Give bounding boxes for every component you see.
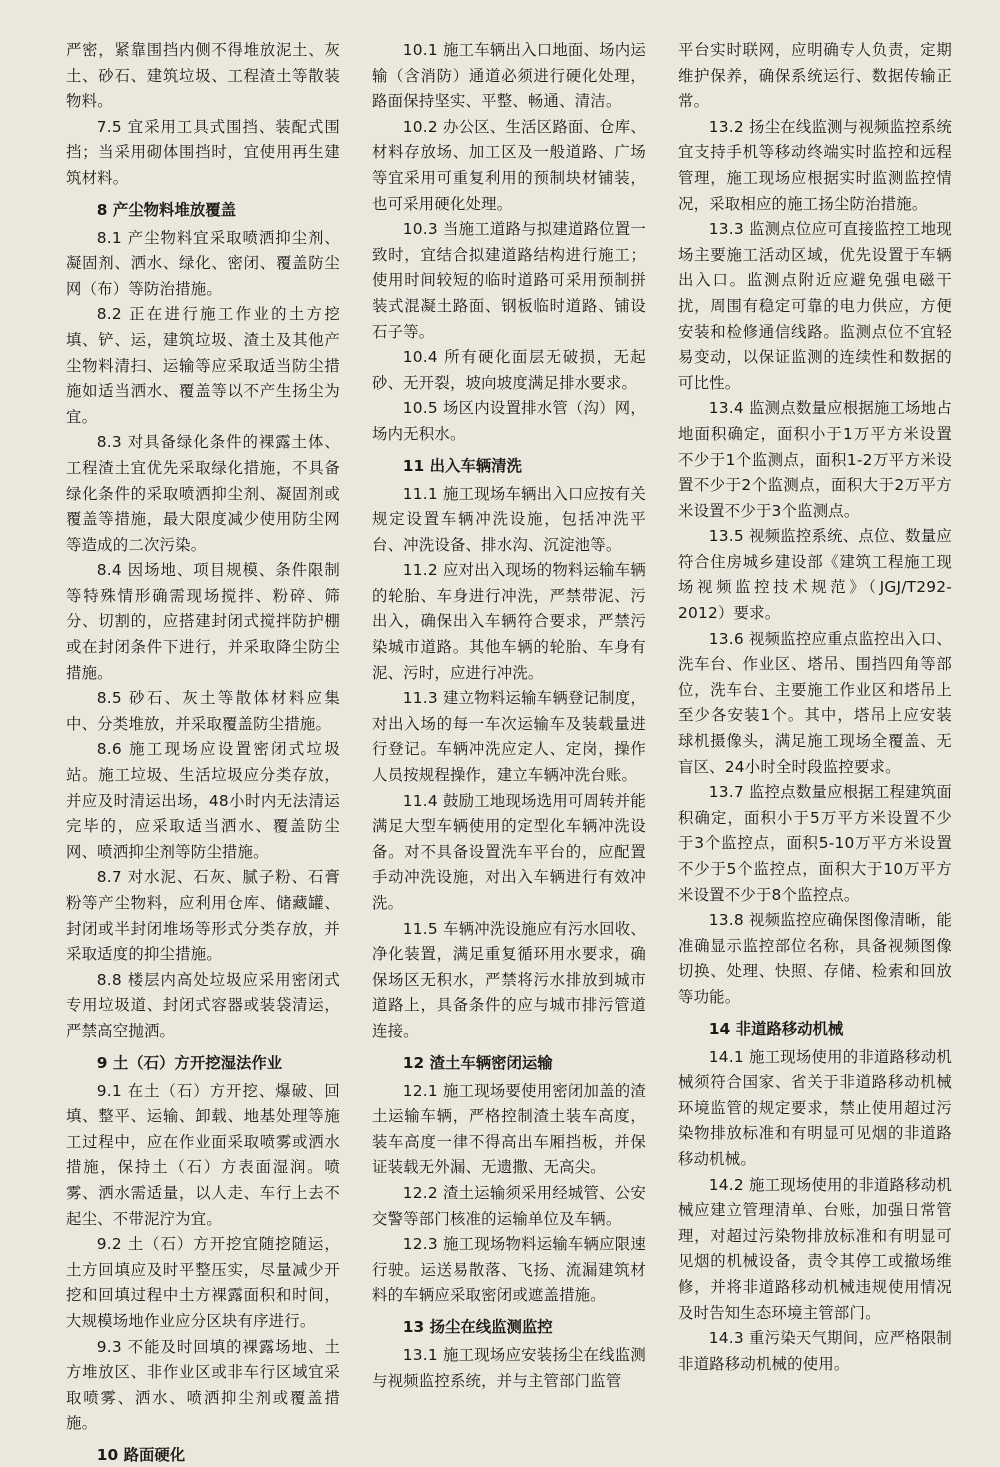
paragraph: 7.5 宜采用工具式围挡、装配式围挡；当采用砌体围挡时，宜使用再生建筑材料。 xyxy=(66,117,340,187)
paragraph: 10.5 场区内设置排水管（沟）网，场内无积水。 xyxy=(372,399,646,443)
section-heading: 12 渣土车辆密闭运输 xyxy=(402,1053,553,1072)
paragraph: 14.1 施工现场使用的非道路移动机械须符合国家、省关于非道路移动机械环境监管的规定要求，禁止使用超过污染物排放标准和有明显可见烟的非道路移动机械。 xyxy=(678,1047,952,1168)
paragraph: 8.4 因场地、项目规模、条件限制等特殊情形确需现场搅拌、粉碎、筛分、切割的，应搭建封闭式搅拌防护棚或在封闭条件下进行，并采取降尘防尘措施。 xyxy=(66,561,340,682)
paragraph: 11.2 应对出入现场的物料运输车辆的轮胎、车身进行冲洗，严禁带泥、污出入，确保出入车辆符合要求，严禁污染城市道路。其他车辆的轮胎、车身有泥、污时，应进行冲洗。 xyxy=(372,561,646,682)
paragraph: 14.3 重污染天气期间，应严格限制非道路移动机械的使用。 xyxy=(678,1329,952,1373)
paragraph: 12.1 施工现场要使用密闭加盖的渣土运输车辆，严格控制渣土装车高度，装车高度一律不得高出车厢挡板，并保证装载无外漏、无遗撒、无高尖。 xyxy=(372,1081,646,1177)
paragraph: 8.1 产尘物料宜采取喷洒抑尘剂、凝固剂、洒水、绿化、密闭、覆盖防尘网（布）等防治措施。 xyxy=(66,228,340,298)
paragraph: 10.1 施工车辆出入口地面、场内运输（含消防）通道必须进行硬化处理，路面保持坚实、平整、畅通、清洁。 xyxy=(372,41,646,111)
paragraph: 13.5 视频监控系统、点位、数量应符合住房城乡建设部《建筑工程施工现场视频监控技术规范》（JGJ/T292-2012）要求。 xyxy=(678,527,952,623)
paragraph: 10.3 当施工道路与拟建道路位置一致时，宜结合拟建道路结构进行施工；使用时间较短的临时道路可采用预制拼装式混凝土路面、钢板临时道路、铺设石子等。 xyxy=(372,220,646,341)
text-column-right xyxy=(678,38,952,1373)
paragraph: 14.2 施工现场使用的非道路移动机械应建立管理清单、台账，加强日常管理，对超过污染物排放标准和有明显可见烟的机械设备，责令其停工或撤场维修，并将非道路移动机械违规使用情况及时告知生态环境主管部门。 xyxy=(678,1175,952,1322)
paragraph: 11.4 鼓励工地现场选用可周转并能满足大型车辆使用的定型化车辆冲洗设备。对不具备设置洗车平台的，应配置手动冲洗设施，对出入车辆进行有效冲洗。 xyxy=(372,791,646,912)
paragraph: 8.8 楼层内高处垃圾应采用密闭式专用垃圾道、封闭式容器或装袋清运，严禁高空抛洒。 xyxy=(66,970,340,1040)
paragraph: 9.2 土（石）方开挖宜随挖随运，土方回填应及时平整压实，尽量减少开挖和回填过程中土方裸露面积和时间，大规模场地作业应分区块有序进行。 xyxy=(66,1235,340,1330)
paragraph: 13.6 视频监控应重点监控出入口、洗车台、作业区、塔吊、围挡四角等部位，洗车台、主要施工作业区和塔吊上至少各安装1个。其中，塔吊上应安装球机摄像头，满足施工现场全覆盖、无盲区、24小时全时段监控要求。 xyxy=(678,629,952,776)
paragraph: 13.3 监测点位应可直接监控工地现场主要施工活动区域，优先设置于车辆出入口。监测点附近应避免强电磁干扰，周围有稳定可靠的电力供应，方便安装和检修通信线路。监测点位不宜轻易变动，以保证监测的连续性和数据的可比性。 xyxy=(678,220,952,392)
paragraph: 12.3 施工现场物料运输车辆应限速行驶。运送易散落、飞扬、流漏建筑材料的车辆应采取密闭或遮盖措施。 xyxy=(372,1235,646,1305)
section-heading: 14 非道路移动机械 xyxy=(708,1019,844,1038)
text-column-middle xyxy=(372,38,646,1390)
paragraph: 8.2 正在进行施工作业的土方挖填、铲、运，建筑垃圾、渣土及其他产尘物料清扫、运输等应采取适当防尘措施如适当洒水、覆盖等以不产生扬尘为宜。 xyxy=(66,305,340,426)
paragraph: 8.6 施工现场应设置密闭式垃圾站。施工垃圾、生活垃圾应分类存放，并应及时清运出场，48小时内无法清运完毕的，应采取适当洒水、覆盖防尘网、喷洒抑尘剂等防尘措施。 xyxy=(66,740,340,861)
paragraph: 9.1 在土（石）方开挖、爆破、回填、整平、运输、卸载、地基处理等施工过程中，应在作业面采取喷雾或洒水措施，保持土（石）方表面湿润。喷雾、洒水需适量，以人走、车行上去不起尘、不带泥泞为宜。 xyxy=(66,1081,340,1228)
paragraph: 13.8 视频监控应确保图像清晰，能准确显示监控部位名称，具备视频图像切换、处理、快照、存储、检索和回放等功能。 xyxy=(678,911,952,1006)
paragraph: 13.1 施工现场应安装扬尘在线监测与视频监控系统，并与主管部门监管 xyxy=(372,1345,646,1390)
paragraph: 8.3 对具备绿化条件的裸露土体、工程渣土宜优先采取绿化措施，不具备绿化条件的采取喷洒抑尘剂、凝固剂或覆盖等措施，最大限度减少使用防尘网等造成的二次污染。 xyxy=(66,433,340,554)
paragraph: 11.1 施工现场车辆出入口应按有关规定设置车辆冲洗设施，包括冲洗平台、冲洗设备、排水沟、沉淀池等。 xyxy=(372,484,646,554)
paragraph: 13.2 扬尘在线监测与视频监控系统宜支持手机等移动终端实时监控和远程管理，施工现场应根据实时监测监控情况，采取相应的施工扬尘防治措施。 xyxy=(678,117,952,213)
paragraph: 11.5 车辆冲洗设施应有污水回收、净化装置，满足重复循环用水要求，确保场区无积水，严禁将污水排放到城市道路上，具备条件的应与城市排污管道连接。 xyxy=(372,919,646,1040)
paragraph: 10.2 办公区、生活区路面、仓库、材料存放场、加工区及一般道路、广场等宜采用可重复利用的预制块材铺装，也可采用硬化处理。 xyxy=(372,117,646,213)
paragraph: 10.4 所有硬化面层无破损，无起砂、无开裂，坡向坡度满足排水要求。 xyxy=(372,348,646,392)
paragraph: 8.5 砂石、灰土等散体材料应集中、分类堆放，并采取覆盖防尘措施。 xyxy=(66,689,340,733)
section-heading: 8 产尘物料堆放覆盖 xyxy=(96,200,236,219)
paragraph: 9.3 不能及时回填的裸露场地、土方堆放区、非作业区或非车行区域宜采取喷雾、洒水、喷洒抑尘剂或覆盖措施。 xyxy=(66,1337,340,1433)
paragraph: 13.4 监测点数量应根据施工场地占地面积确定，面积小于1万平方米设置不少于1个监测点，面积1-2万平方米设置不少于2个监测点，面积大于2万平方米设置不少于3个监测点。 xyxy=(678,399,952,520)
section-heading: 10 路面硬化 xyxy=(96,1445,186,1464)
paragraph: 11.3 建立物料运输车辆登记制度，对出入场的每一车次运输车及装载量进行登记。车辆冲洗应定人、定岗，操作人员按规程操作，建立车辆冲洗台账。 xyxy=(372,689,646,785)
paragraph: 8.7 对水泥、石灰、腻子粉、石膏粉等产尘物料，应利用仓库、储藏罐、封闭或半封闭堆场等形式分类存放，并采取适度的抑尘措施。 xyxy=(66,868,340,964)
section-heading: 9 土（石）方开挖湿法作业 xyxy=(96,1053,283,1072)
paragraph: 严密，紧靠围挡内侧不得堆放泥土、灰土、砂石、建筑垃圾、工程渣土等散装物料。 xyxy=(66,41,340,111)
paragraph: 13.7 监控点数量应根据工程建筑面积确定，面积小于5万平方米设置不少于3个监控点，面积5-10万平方米设置不少于5个监控点，面积大于10万平方米设置不少于8个监控点。 xyxy=(678,783,952,904)
paragraph: 12.2 渣土运输须采用经城管、公安交警等部门核准的运输单位及车辆。 xyxy=(372,1183,646,1228)
section-heading: 11 出入车辆清洗 xyxy=(402,456,522,475)
paragraph: 平台实时联网，应明确专人负责，定期维护保养，确保系统运行、数据传输正常。 xyxy=(678,41,952,111)
section-heading: 13 扬尘在线监测监控 xyxy=(402,1317,553,1336)
text-column-left xyxy=(66,38,340,1464)
